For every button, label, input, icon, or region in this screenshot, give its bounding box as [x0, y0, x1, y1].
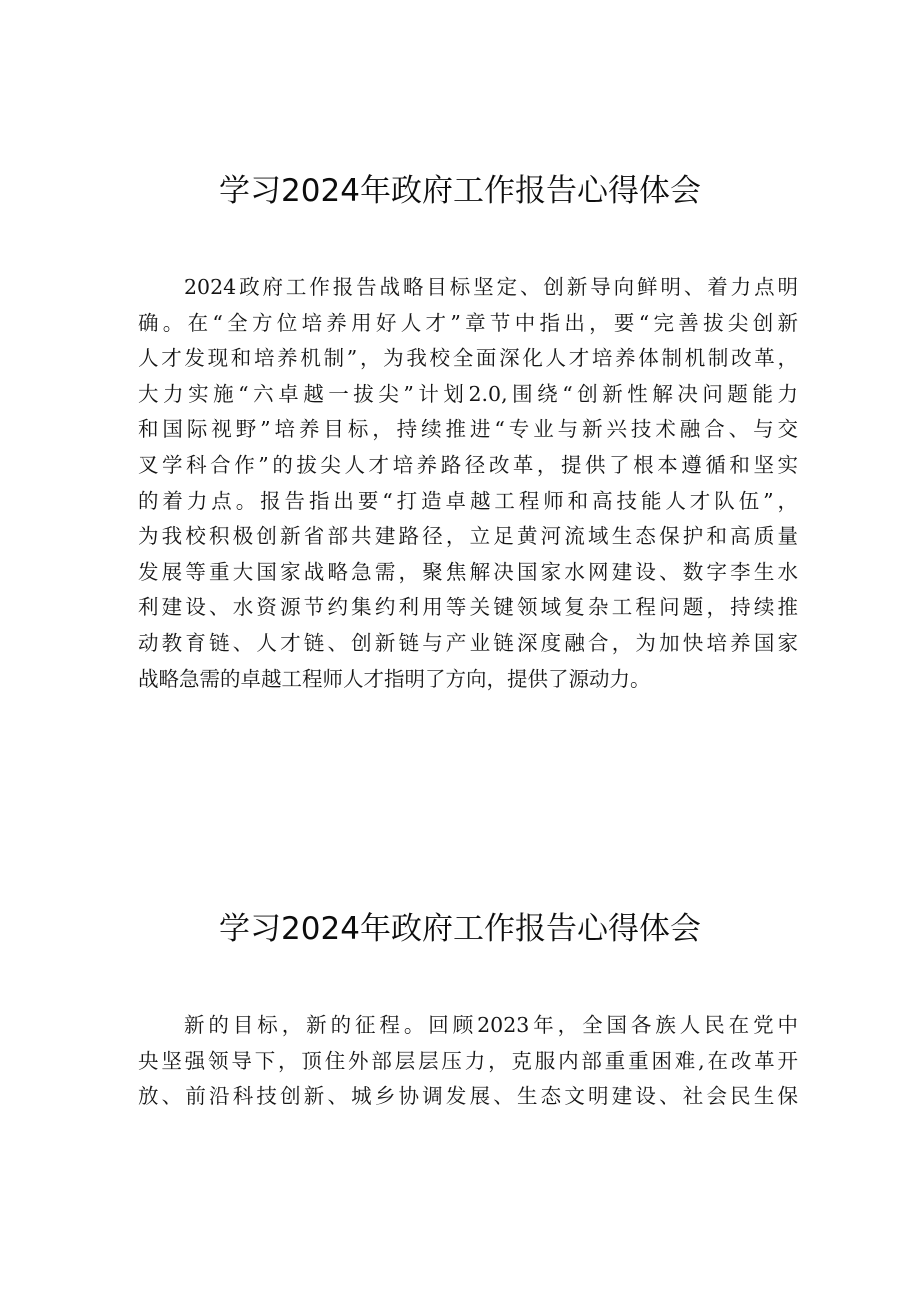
- section-1-body: [138, 270, 798, 697]
- body-line: 和国际视野”培养目标，持续推进“专业与新兴技术融合、与交: [138, 417, 798, 442]
- body-line: 的着力点。报告指出要“打造卓越工程师和高技能人才队伍”，: [138, 488, 798, 513]
- body-line: 新的目标，新的征程。回顾2023年，全国各族人民在党中: [184, 1013, 798, 1037]
- section-2-title: 学习2024年政府工作报告心得体会: [219, 911, 701, 947]
- body-line: 为我校积极创新省部共建路径，立足黄河流域生态保护和高质量: [138, 524, 798, 549]
- body-line: 2024政府工作报告战略目标坚定、创新导向鲜明、着力点明: [184, 275, 798, 299]
- body-line: 放、前沿科技创新、城乡协调发展、生态文明建设、社会民生保: [138, 1084, 798, 1109]
- body-line: 确。在“全方位培养用好人才”章节中指出，要“完善拔尖创新: [138, 310, 798, 335]
- body-line: 发展等重大国家战略急需，聚焦解决国家水网建设、数字李生水: [138, 559, 798, 584]
- body-line: 央坚强领导下，顶住外部层层压力，克服内部重重困难,在改革开: [138, 1048, 798, 1073]
- body-line: 人才发现和培养机制”，为我校全面深化人才培养体制机制改革，: [138, 346, 798, 371]
- section-1-title: 学习2024年政府工作报告心得体会: [219, 173, 701, 209]
- body-line: 叉学科合作”的拔尖人才培养路径改革，提供了根本遵循和坚实: [138, 452, 798, 477]
- body-line: 利建设、水资源节约集约利用等关键领域复杂工程问题，持续推: [138, 595, 798, 620]
- body-line: 动教育链、人才链、创新链与产业链深度融合，为加快培养国家: [138, 630, 798, 655]
- section-2-body: [138, 1008, 798, 1115]
- body-line: 大力实施“六卓越一拔尖”计划2.0,围绕“创新性解决问题能力: [138, 381, 798, 406]
- body-line: 战略急需的卓越工程师人才指明了方向，提供了源动力。: [138, 666, 651, 691]
